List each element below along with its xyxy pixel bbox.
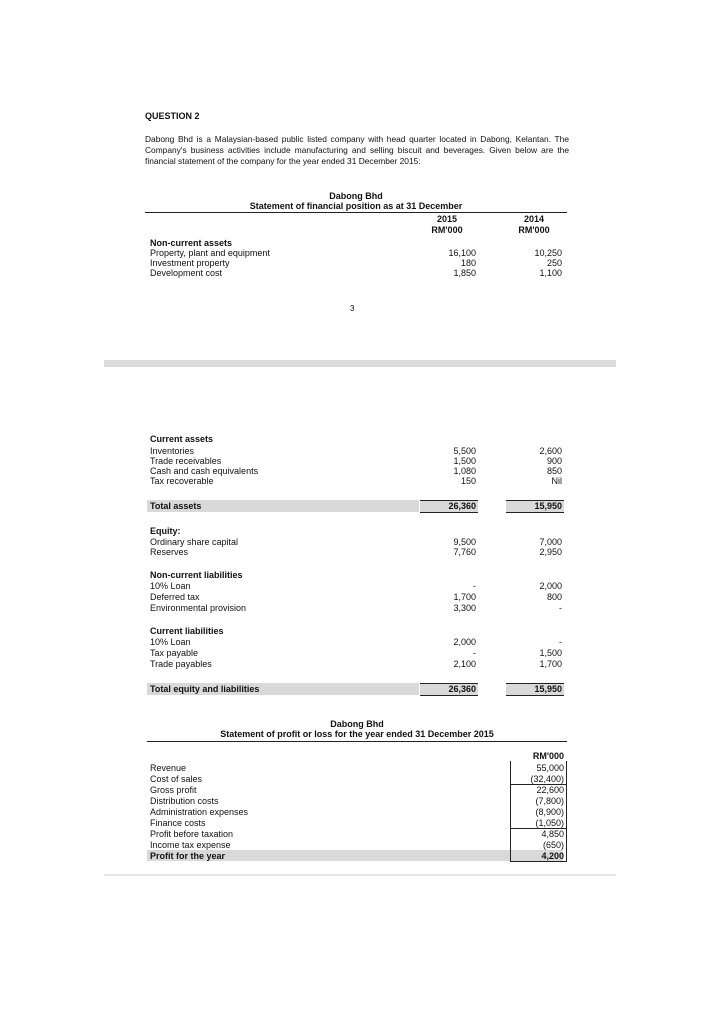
ncl-row-2015: 1,700 bbox=[453, 592, 476, 602]
equity-row-2014: 7,000 bbox=[539, 537, 562, 547]
current-assets-heading: Current assets bbox=[150, 434, 214, 444]
col-2015-unit: RM'000 bbox=[431, 225, 463, 235]
pl-row-label: Finance costs bbox=[150, 818, 206, 828]
ncl-row-label: Deferred tax bbox=[150, 592, 200, 602]
col-2015-label: 2015 bbox=[436, 214, 458, 224]
page-number: 3 bbox=[350, 304, 355, 313]
cl-row-2015: - bbox=[473, 648, 476, 658]
pl-company: Dabong Bhd bbox=[330, 719, 384, 729]
question-title: QUESTION 2 bbox=[145, 111, 200, 121]
cl-row-label: 10% Loan bbox=[150, 637, 191, 647]
ca-row-label: Cash and cash equivalents bbox=[150, 466, 259, 476]
pl-row-value: (7,800) bbox=[535, 796, 564, 806]
pl-row-label: Income tax expense bbox=[150, 840, 231, 850]
ncl-row-label: 10% Loan bbox=[150, 581, 191, 591]
ca-row-2015: 5,500 bbox=[453, 446, 476, 456]
pl-row-label: Cost of sales bbox=[150, 774, 203, 784]
pl-row-value: 4,200 bbox=[541, 851, 564, 861]
ncl-row-2015: - bbox=[473, 581, 476, 591]
pl-row-value: (1,050) bbox=[535, 818, 564, 828]
pl-values-box bbox=[510, 761, 567, 862]
equity-row-label: Reserves bbox=[150, 547, 189, 557]
pl-row-value: (650) bbox=[542, 840, 564, 850]
intro-paragraph: Dabong Bhd is a Malaysian-based public listed company with head quarter located in Dabong, Kelantan. The Company's business activities include manufacturing and selling biscuit and beverages. Given below are the financial statement of the company for the year ended 31 December 2015: bbox=[145, 134, 569, 166]
pl-row-value: 4,850 bbox=[541, 829, 564, 839]
nca-row-label: Investment property bbox=[150, 258, 230, 268]
ca-row-2015: 1,080 bbox=[453, 466, 476, 476]
page-bottom-edge bbox=[104, 874, 616, 876]
equity-row-2015: 7,760 bbox=[453, 547, 476, 557]
noncurrent-liabilities-heading: Non-current liabilities bbox=[150, 570, 243, 580]
noncurrent-assets-heading: Non-current assets bbox=[150, 238, 233, 248]
cl-row-2015: 2,100 bbox=[453, 659, 476, 669]
sfp-title: Statement of financial position as at 31 December bbox=[249, 201, 463, 211]
current-liabilities-heading: Current liabilities bbox=[150, 626, 224, 636]
pl-row-value: 55,000 bbox=[536, 763, 564, 773]
cl-row-label: Tax payable bbox=[150, 648, 199, 658]
nca-row-2015: 16,100 bbox=[448, 248, 476, 258]
total-assets-rule-bottom-2014 bbox=[506, 512, 564, 513]
ncl-row-2015: 3,300 bbox=[453, 603, 476, 613]
total-eql-rule-bottom-2014 bbox=[506, 695, 564, 696]
ca-row-2014: 900 bbox=[546, 456, 562, 466]
nca-row-2014: 1,100 bbox=[539, 268, 562, 278]
ca-row-2015: 150 bbox=[460, 476, 476, 486]
ca-row-2015: 1,500 bbox=[453, 456, 476, 466]
pl-row-label: Profit before taxation bbox=[150, 829, 234, 839]
nca-row-2015: 1,850 bbox=[453, 268, 476, 278]
pl-unit: RM'000 bbox=[532, 751, 564, 761]
sfp-company: Dabong Bhd bbox=[329, 191, 383, 201]
ca-row-label: Trade receivables bbox=[150, 456, 222, 466]
nca-row-2014: 250 bbox=[546, 258, 562, 268]
total-eql-2015: 26,360 bbox=[448, 684, 476, 694]
ca-row-2014: 850 bbox=[546, 466, 562, 476]
cl-row-label: Trade payables bbox=[150, 659, 212, 669]
pl-title: Statement of profit or loss for the year ended 31 December 2015 bbox=[220, 729, 494, 739]
cl-row-2015: 2,000 bbox=[453, 637, 476, 647]
ncl-row-2014: 2,000 bbox=[539, 581, 562, 591]
ca-row-label: Tax recoverable bbox=[150, 476, 214, 486]
ncl-row-label: Environmental provision bbox=[150, 603, 247, 613]
cl-row-2014: 1,500 bbox=[539, 648, 562, 658]
equity-heading: Equity: bbox=[150, 526, 181, 536]
pl-row-label: Revenue bbox=[150, 763, 187, 773]
pl-row-value: (8,900) bbox=[535, 807, 564, 817]
total-assets-rule-bottom-2015 bbox=[420, 512, 478, 513]
ncl-row-2014: 800 bbox=[546, 592, 562, 602]
equity-row-2015: 9,500 bbox=[453, 537, 476, 547]
ca-row-2014: Nil bbox=[551, 476, 562, 486]
nca-row-2014: 10,250 bbox=[534, 248, 562, 258]
pl-header-rule bbox=[147, 741, 567, 742]
total-eql-2014: 15,950 bbox=[534, 684, 562, 694]
ca-row-2014: 2,600 bbox=[539, 446, 562, 456]
pl-row-value: 22,600 bbox=[536, 785, 564, 795]
total-assets-label: Total assets bbox=[150, 501, 202, 511]
pl-row-label: Administration expenses bbox=[150, 807, 249, 817]
pl-row-label: Profit for the year bbox=[150, 851, 226, 861]
ncl-row-2014: - bbox=[559, 603, 562, 613]
pl-row-value: (32,400) bbox=[530, 774, 564, 784]
total-eql-label: Total equity and liabilities bbox=[150, 684, 260, 694]
pl-row-label: Distribution costs bbox=[150, 796, 219, 806]
col-2014-label: 2014 bbox=[523, 214, 545, 224]
page-separator bbox=[104, 360, 616, 367]
total-eql-rule-bottom-2015 bbox=[420, 695, 478, 696]
nca-row-2015: 180 bbox=[460, 258, 476, 268]
nca-row-label: Development cost bbox=[150, 268, 223, 278]
nca-row-label: Property, plant and equipment bbox=[150, 248, 270, 258]
cl-row-2014: - bbox=[559, 637, 562, 647]
total-assets-2015: 26,360 bbox=[448, 501, 476, 511]
col-2014-unit: RM'000 bbox=[518, 225, 550, 235]
cl-row-2014: 1,700 bbox=[539, 659, 562, 669]
equity-row-label: Ordinary share capital bbox=[150, 537, 239, 547]
sfp-header-rule bbox=[145, 212, 567, 213]
equity-row-2014: 2,950 bbox=[539, 547, 562, 557]
total-assets-2014: 15,950 bbox=[534, 501, 562, 511]
ca-row-label: Inventories bbox=[150, 446, 195, 456]
pl-row-label: Gross profit bbox=[150, 785, 197, 795]
